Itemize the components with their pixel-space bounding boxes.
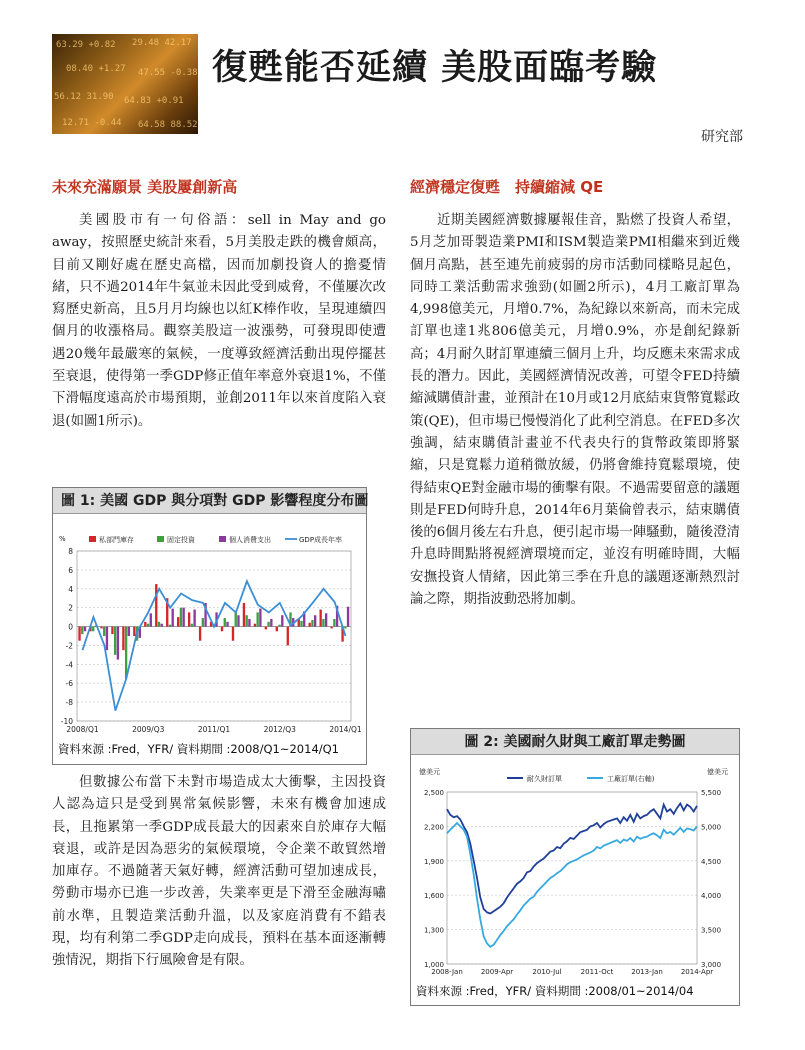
department-label: 研究部 <box>701 129 743 145</box>
series-line-2 <box>447 823 697 947</box>
legend-swatch <box>89 536 96 542</box>
bar-2 <box>344 627 346 629</box>
y-tick-label: -2 <box>65 641 73 651</box>
legend-label: 個人消費支出 <box>229 536 271 544</box>
bar-1 <box>111 627 113 635</box>
bar-2 <box>191 624 193 627</box>
right-tick-label: 5,500 <box>701 789 722 797</box>
x-tick-label: 2013-Jan <box>631 968 663 976</box>
x-tick-label: 2012/Q3 <box>263 725 296 734</box>
x-tick-label: 2008-Jan <box>431 968 463 976</box>
image-ticker-text: 64.58 88.52 <box>138 120 198 130</box>
legend-label: 耐久財訂單 <box>527 775 562 783</box>
y-tick-label: 4 <box>68 584 73 594</box>
bar-2 <box>125 627 127 679</box>
bar-3 <box>161 624 163 627</box>
bar-3 <box>314 615 316 626</box>
left-paragraph-2: 但數據公布當下未對市場造成太大衝擊，主因投資人認為這只是受到異常氣候影響，未來有機會加速成長，且拖累第一季GDP成長最大的因素來自於庫存大幅衰退，或許是因為惡劣的氣候環境，令企業不敢貿然增加庫存。不過隨著天氣好轉，經濟活動可望加速成長，勞動市場亦已進一步改善，失業率更是下滑至金融海嘯前水準，且製造業活動升溫，以及家庭消費有不錯表現，均有利第二季GDP走向成長，預料在基本面逐漸轉強情況，期指下行風險會是有限。 <box>52 775 386 969</box>
bar-2 <box>202 618 204 627</box>
image-ticker-text: 56.12 31.90 <box>54 92 114 102</box>
x-tick-label: 2011-Oct <box>580 968 614 976</box>
series-line-1 <box>447 804 697 914</box>
bar-3 <box>84 627 86 632</box>
bar-1 <box>287 627 289 646</box>
right-paragraph-1: 近期美國經濟數據屢報佳音，點燃了投資人希望，5月芝加哥製造業PMI和ISM製造業PMI相繼來到近幾個月高點，甚至連先前疲弱的房市活動同樣略見起色，同時工業活動需求強勁(如圖2所示)，4月工廠訂單為4,998億美元，月增0.7%，為紀錄以來新高，而未完成訂單也達1兆806億美元，月增0.9%，亦是創紀錄新高；4月耐久財訂單連續三個月上升，均反應未來需求成長的潛力。因此，美國經濟情況改善，可望令FED持續縮減購債計畫，並預計在10月或12月底結束貨幣寬鬆政策(QE)，但市場已慢慢消化了此利空消息。在FED多次強調，結束購債計畫並不代表央行的貨幣政策即將緊縮，只是寬鬆力道稍微放緩，仍將會維持寬鬆環境，使得結束QE對金融市場的衝擊有限。不過需要留意的議題則是FED何時升息，2014年6月葉倫曾表示，結束購債後的6個月後左右升息，便引起市場一陣騷動，隨後澄清升息時間點將視經濟環境而定，並沒有明確時間，大幅安撫投資人情緒，因此第三季在升息的議題逐漸熱烈討論之際，期指波動恐將加劇。 <box>410 213 740 608</box>
bar-3 <box>281 615 283 626</box>
right-tick-label: 4,000 <box>701 892 722 901</box>
bar-3 <box>117 627 119 660</box>
bar-1 <box>133 627 135 636</box>
left-tick-label: 2,200 <box>423 823 444 832</box>
y-tick-label: -10 <box>60 717 73 726</box>
bar-1 <box>188 612 190 626</box>
bar-2 <box>169 625 171 627</box>
x-tick-label: 2009/Q3 <box>132 725 165 734</box>
left-tick-label: 1,600 <box>423 892 444 901</box>
right-tick-label: 3,500 <box>701 926 722 935</box>
bar-2 <box>246 615 248 626</box>
gdp-growth-line <box>83 581 346 710</box>
figure-2-orders-chart <box>410 728 740 1006</box>
legend-swatch <box>219 536 226 542</box>
bar-3 <box>237 615 239 626</box>
bar-3 <box>150 613 152 626</box>
x-tick-label: 2008/Q1 <box>66 725 99 734</box>
right-tick-label: 3,000 <box>701 961 722 969</box>
bar-3 <box>182 608 184 627</box>
bar-1 <box>232 627 234 641</box>
left-paragraph-1: 美國股市有一句俗語：sell in May and go away，按照歷史統計來看，5月美股走跌的機會頗高，目前又剛好處在歷史高檔，因而加劇投資人的擔憂情緒，只不過2014年牛氣並未因此受到威脅，不僅屢次改寫歷史新高，且5月月均線也以紅K棒作收，呈現連續四個月的收漲格局。觀察美股這一波漲勢，可發現即使遭遇20幾年最嚴寒的氣候，一度導致經濟活動出現停擺甚至衰退，使得第一季GDP修正值年率意外衰退1%，不僅下滑幅度遠高於市場預期，並創2011年以來首度陷入衰退(如圖1所示)。 <box>52 213 386 429</box>
left-axis-unit-label: 億美元 <box>419 768 440 776</box>
left-section-heading: 未來充滿願景 美股屢創新高 <box>52 178 238 196</box>
y-tick-label: 0 <box>68 622 73 632</box>
bar-1 <box>276 627 278 632</box>
page-title: 復甦能否延續 美股面臨考驗 <box>212 48 658 88</box>
right-section-heading: 經濟穩定復甦 持續縮減 QE <box>410 178 604 196</box>
right-axis-unit-label: 億美元 <box>707 768 728 776</box>
orders-line-chart <box>411 756 739 982</box>
bar-1 <box>243 603 245 627</box>
legend-label: 工廠訂單(右軸) <box>607 775 655 783</box>
right-tick-label: 4,500 <box>701 857 722 866</box>
bar-2 <box>256 612 258 626</box>
bar-2 <box>278 625 280 627</box>
x-tick-label: 2011/Q1 <box>197 725 231 734</box>
left-tick-label: 2,500 <box>423 789 444 797</box>
bar-1 <box>78 627 80 641</box>
y-tick-label: 2 <box>68 603 73 613</box>
legend-label: 固定投資 <box>167 536 195 544</box>
y-tick-label: -8 <box>65 698 73 708</box>
figure-2-source: 資料來源 :Fred，YFR/ 資料期間 :2008/01~2014/04 <box>416 984 694 998</box>
image-ticker-text: 29.48 42.17 <box>132 38 192 48</box>
y-axis-unit-label: % <box>59 535 66 543</box>
bar-2 <box>300 621 302 627</box>
figure-1-gdp-chart <box>52 487 367 765</box>
legend-label: GDP成長年率 <box>299 536 343 544</box>
left-tick-label: 1,000 <box>423 961 444 969</box>
bar-2 <box>81 627 83 635</box>
image-ticker-text: 47.55 -0.38 <box>138 68 198 78</box>
bar-3 <box>270 619 272 627</box>
figure-2-title: 圖 2: 美國耐久財與工廠訂單走勢圖 <box>411 729 739 755</box>
bar-1 <box>155 584 157 627</box>
image-ticker-text: 12.71 -0.44 <box>62 118 122 128</box>
bar-2 <box>114 627 116 655</box>
legend-label: 私部門庫存 <box>99 536 134 544</box>
figure-1-source: 資料來源 :Fred，YFR/ 資料期間 :2008/Q1~2014/Q1 <box>58 742 340 756</box>
bar-2 <box>103 627 105 636</box>
x-tick-label: 2010-Jul <box>532 968 562 976</box>
bar-2 <box>235 612 237 626</box>
bar-3 <box>259 609 261 627</box>
left-tick-label: 1,900 <box>423 857 444 866</box>
bar-3 <box>226 622 228 627</box>
bar-2 <box>311 620 313 627</box>
bar-2 <box>224 618 226 627</box>
bar-2 <box>92 627 94 632</box>
gdp-bar-line-chart <box>53 515 366 741</box>
x-tick-label: 2009-Apr <box>480 968 514 976</box>
bar-2 <box>333 619 335 627</box>
bar-1 <box>330 627 332 629</box>
bar-2 <box>267 622 269 627</box>
bar-2 <box>322 619 324 627</box>
legend-swatch <box>157 536 164 542</box>
bar-1 <box>221 627 223 632</box>
bar-2 <box>147 624 149 627</box>
bar-3 <box>172 609 174 627</box>
image-ticker-text: 64.83 +0.91 <box>124 96 184 106</box>
bar-1 <box>177 617 179 626</box>
bar-1 <box>100 627 102 629</box>
x-tick-label: 2014-Apr <box>680 968 714 976</box>
y-tick-label: -6 <box>65 679 73 689</box>
bar-3 <box>106 627 108 651</box>
y-tick-label: 8 <box>68 547 73 556</box>
bar-3 <box>325 613 327 626</box>
bar-1 <box>254 624 256 627</box>
header-stock-image <box>52 34 198 134</box>
x-tick-label: 2014/Q1 <box>329 725 362 734</box>
bar-2 <box>158 622 160 627</box>
figure-1-title: 圖 1: 美國 GDP 與分項對 GDP 影響程度分布圖 <box>53 488 366 514</box>
bar-1 <box>309 623 311 627</box>
left-tick-label: 1,300 <box>423 926 444 935</box>
bar-3 <box>248 619 250 627</box>
bar-1 <box>144 622 146 627</box>
bar-2 <box>180 608 182 627</box>
right-tick-label: 5,000 <box>701 823 722 832</box>
bar-1 <box>199 627 201 641</box>
bar-3 <box>347 607 349 627</box>
y-tick-label: -4 <box>65 660 73 670</box>
image-ticker-text: 63.29 +0.82 <box>56 40 116 50</box>
bar-1 <box>319 610 321 627</box>
bar-1 <box>265 627 267 630</box>
image-ticker-text: 08.40 +1.27 <box>66 64 126 74</box>
bar-3 <box>193 610 195 627</box>
y-tick-label: 6 <box>68 565 73 575</box>
bar-3 <box>128 627 130 636</box>
bar-1 <box>122 627 124 651</box>
